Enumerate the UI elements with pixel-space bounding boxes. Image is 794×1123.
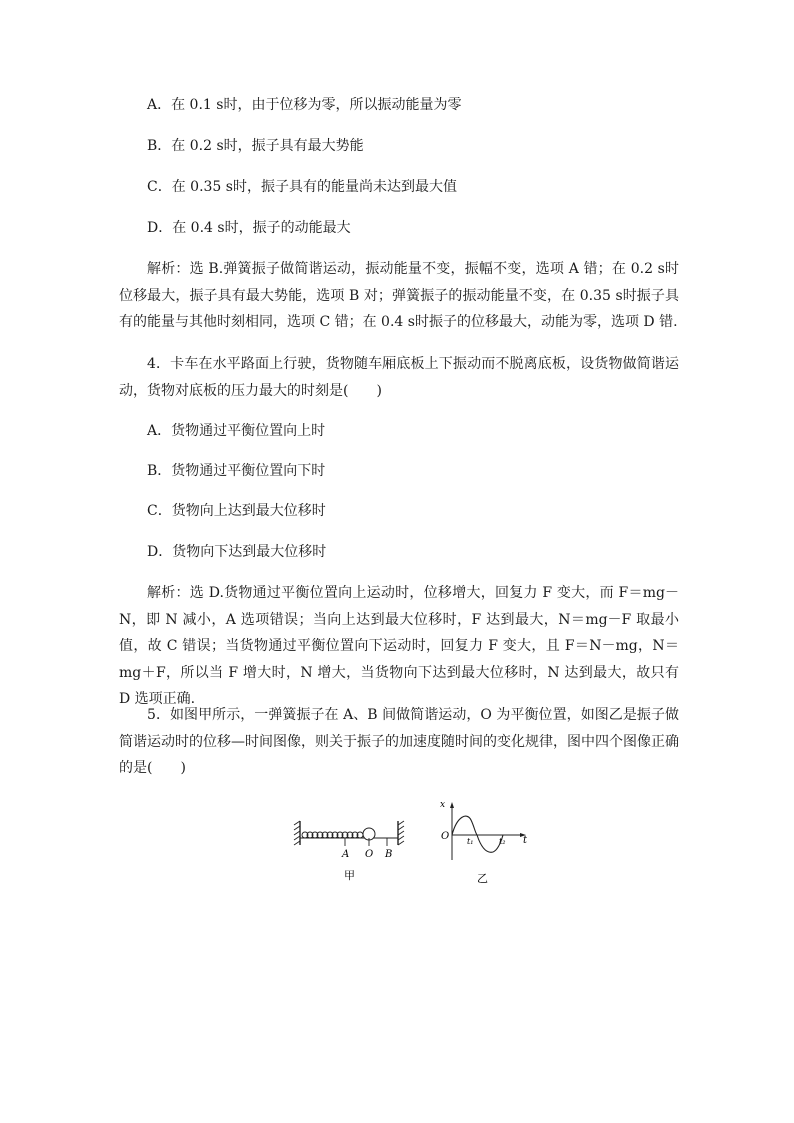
q4-option-c: C．货物向上达到最大位移时 [147, 503, 326, 519]
q5-stem: 5．如图甲所示，一弹簧振子在 A、B 间做简谐运动，O 为平衡位置，如图乙是振子做简谐运动时的位移—时间图像，则关于振子的加速度随时间的变化规律，图中四个图像正确的是( ) [119, 707, 679, 776]
figure-yi-axis-x: x [440, 800, 446, 810]
q3-option-d: D．在 0.4 s时，振子的动能最大 [147, 220, 351, 236]
figure-yi-t1: t₁ [467, 837, 474, 846]
figure-jia-spring-oscillator [290, 815, 410, 885]
figure-yi-axis-t: t [523, 835, 528, 846]
q3-option-a: A．在 0.1 s时，由于位移为零，所以振动能量为零 [147, 97, 462, 113]
figure-jia-label-o: O [365, 849, 374, 860]
figure-yi-caption: 乙 [477, 872, 488, 885]
q3-analysis: 解析：选 B.弹簧振子做简谐运动，振动能量不变，振幅不变，选项 A 错；在 0.2 s时位移最大，振子具有最大势能，选项 B 对；弹簧振子的振动能量不变，在 0.35 s时振子具有的能量与其他时刻相同，选项 C 错；在 0.4 s时振子的位移最大，动能为零，选项 D 错. [119, 261, 679, 330]
q3-option-c: C．在 0.35 s时，振子具有的能量尚未达到最大值 [147, 179, 457, 195]
figure-jia-label-a: A [342, 849, 350, 860]
figure-jia-label-b: B [385, 849, 393, 860]
figure-yi-xt-graph [435, 798, 535, 888]
figure-yi-t2: t₂ [499, 837, 506, 846]
q4-stem: 4．卡车在水平路面上行驶，货物随车厢底板上下振动而不脱离底板，设货物做简谐运动，货物对底板的压力最大的时刻是( ) [119, 356, 679, 399]
figure-yi-origin: O [441, 831, 450, 842]
q4-option-a: A．货物通过平衡位置向上时 [147, 423, 326, 439]
figure-jia-caption: 甲 [344, 869, 355, 882]
q4-option-b: B．货物通过平衡位置向下时 [147, 463, 326, 479]
q3-option-b: B．在 0.2 s时，振子具有最大势能 [147, 138, 364, 154]
q4-analysis: 解析：选 D.货物通过平衡位置向上运动时，位移增大，回复力 F 变大，而 F＝mg－N，即 N 减小，A 选项错误；当向上达到最大位移时，F 达到最大，N＝mg－F 取最小值，故 C 错误；当货物通过平衡位置向下运动时，回复力 F 变大，且 F＝N－mg，N＝mg＋F，所以当 F 增大时，N 增大，当货物向下达到最大位移时，N 达到最大，故只有 D 选项正确. [119, 585, 679, 707]
q4-option-d: D．货物向下达到最大位移时 [147, 544, 327, 560]
